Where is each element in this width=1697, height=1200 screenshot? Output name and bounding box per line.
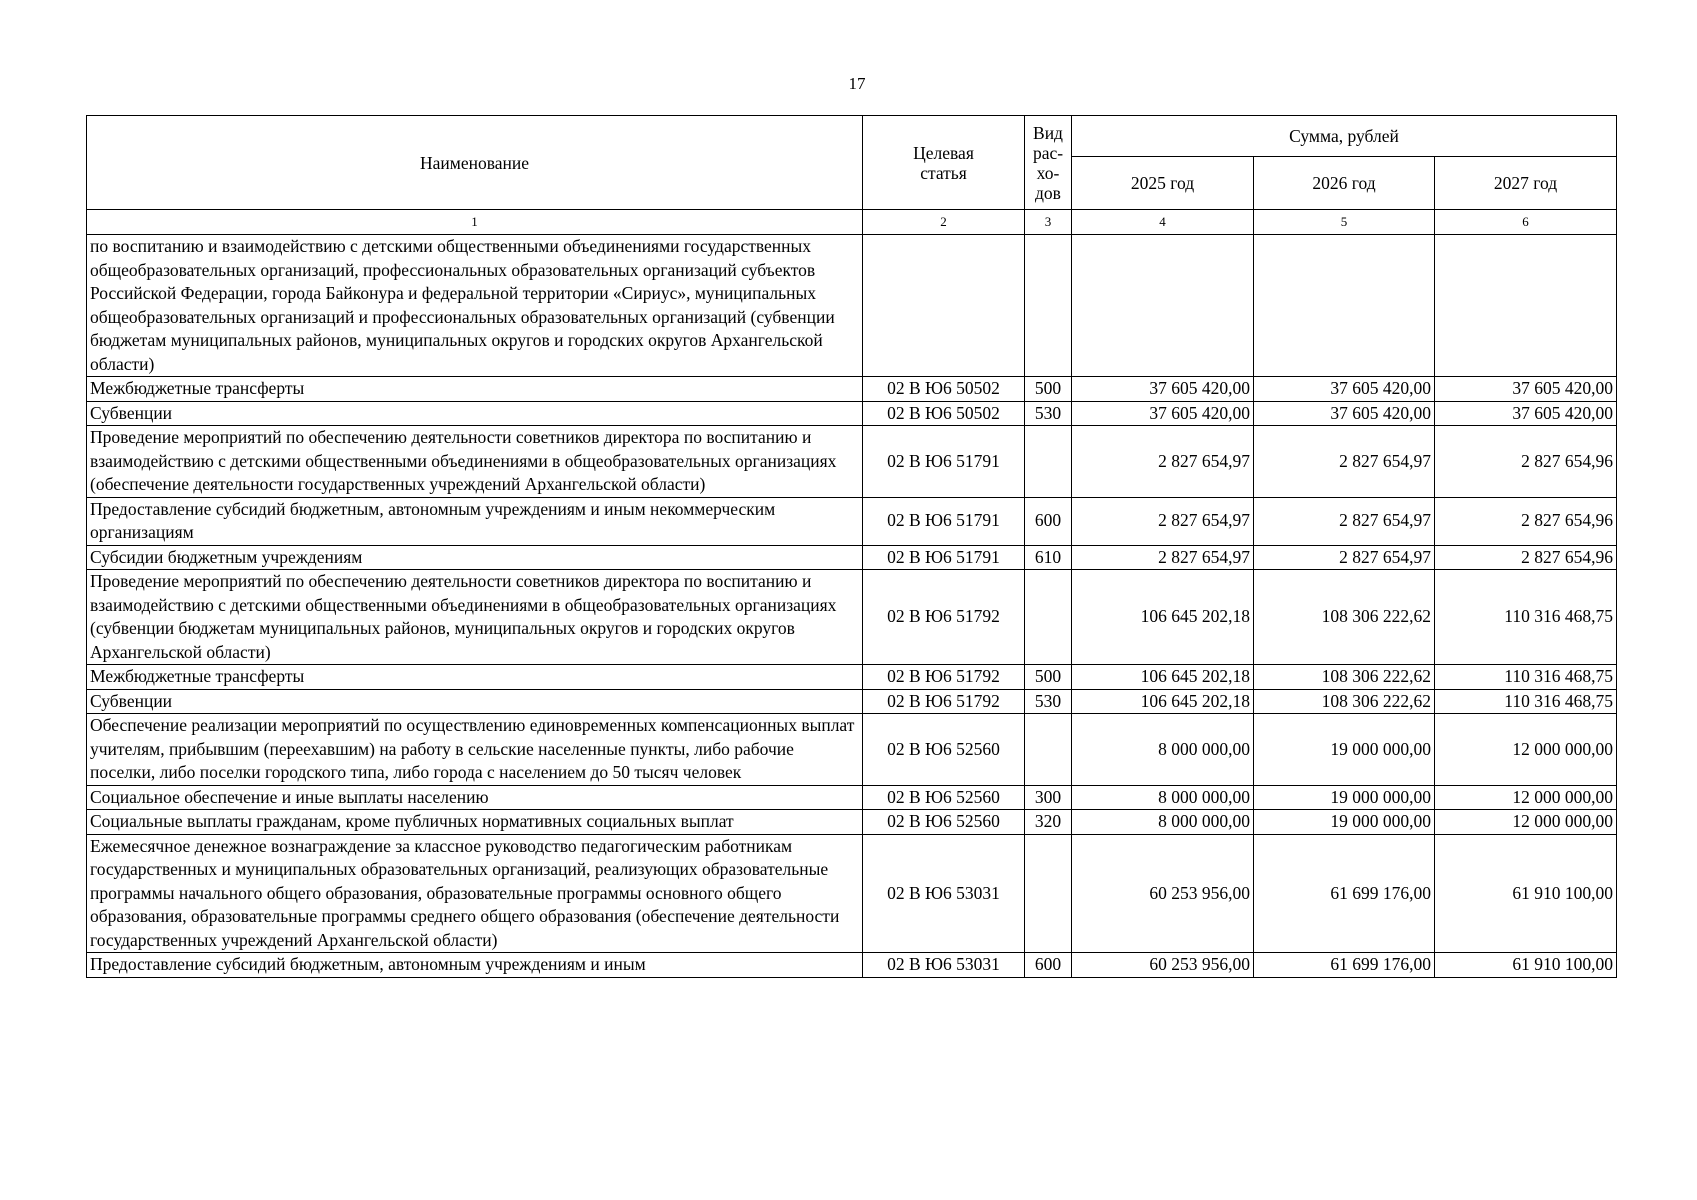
row-sum-2025: 106 645 202,18 (1072, 665, 1254, 690)
row-sum-2026: 108 306 222,62 (1254, 570, 1435, 665)
row-name: Межбюджетные трансферты (87, 665, 863, 690)
row-sum-2026: 2 827 654,97 (1254, 545, 1435, 570)
row-name: Субвенции (87, 689, 863, 714)
header-target-article (863, 116, 1025, 210)
row-target-article: 02 В Ю6 51792 (863, 570, 1025, 665)
header-expense-type-line3: хо- (1036, 162, 1060, 183)
row-expense-type (1025, 714, 1072, 786)
row-sum-2027: 12 000 000,00 (1435, 810, 1617, 835)
row-name: Проведение мероприятий по обеспечению деятельности советников директора по воспитанию и взаимодействию с детскими общественными объединениями в общеобразовательных организациях (субвенции бюджетам муниципальных районов, муниципальных округов и городских округов Архангельской области) (87, 570, 863, 665)
row-expense-type: 500 (1025, 665, 1072, 690)
row-sum-2026: 2 827 654,97 (1254, 426, 1435, 498)
row-expense-type (1025, 570, 1072, 665)
row-target-article: 02 В Ю6 53031 (863, 953, 1025, 978)
row-sum-2025: 106 645 202,18 (1072, 570, 1254, 665)
row-sum-2026: 19 000 000,00 (1254, 714, 1435, 786)
row-sum-2027: 12 000 000,00 (1435, 785, 1617, 810)
row-expense-type: 530 (1025, 401, 1072, 426)
table-row (87, 785, 1617, 810)
row-sum-2026: 2 827 654,97 (1254, 497, 1435, 545)
row-name: Социальное обеспечение и иные выплаты населению (87, 785, 863, 810)
row-name: Социальные выплаты гражданам, кроме публичных нормативных социальных выплат (87, 810, 863, 835)
row-target-article: 02 В Ю6 51791 (863, 497, 1025, 545)
row-sum-2027: 61 910 100,00 (1435, 834, 1617, 953)
row-sum-2025: 60 253 956,00 (1072, 834, 1254, 953)
row-sum-2026 (1254, 235, 1435, 377)
header-year-2027: 2027 год (1435, 157, 1617, 210)
row-sum-2025: 37 605 420,00 (1072, 401, 1254, 426)
column-number: 6 (1435, 210, 1617, 235)
row-sum-2026: 108 306 222,62 (1254, 689, 1435, 714)
table-row (87, 665, 1617, 690)
header-expense-type-line1: Вид (1033, 122, 1063, 143)
row-sum-2025 (1072, 235, 1254, 377)
table-row (87, 401, 1617, 426)
row-sum-2025: 2 827 654,97 (1072, 426, 1254, 498)
row-expense-type: 300 (1025, 785, 1072, 810)
row-sum-2025: 2 827 654,97 (1072, 545, 1254, 570)
table-row (87, 689, 1617, 714)
column-number: 1 (87, 210, 863, 235)
budget-table (86, 115, 1617, 978)
row-sum-2027: 61 910 100,00 (1435, 953, 1617, 978)
row-expense-type: 600 (1025, 497, 1072, 545)
row-sum-2025: 37 605 420,00 (1072, 377, 1254, 402)
header-expense-type-line2: рас- (1032, 142, 1064, 163)
row-target-article: 02 В Ю6 51792 (863, 689, 1025, 714)
row-name: Предоставление субсидий бюджетным, автономным учреждениям и иным некоммерческим организациям (87, 497, 863, 545)
table-row (87, 570, 1617, 665)
row-sum-2027: 110 316 468,75 (1435, 665, 1617, 690)
row-target-article (863, 235, 1025, 377)
row-expense-type (1025, 426, 1072, 498)
row-sum-2025: 8 000 000,00 (1072, 785, 1254, 810)
row-sum-2025: 2 827 654,97 (1072, 497, 1254, 545)
row-name: по воспитанию и взаимодействию с детскими общественными объединениями государственных общеобразовательных организаций, профессиональных образовательных организаций субъектов Российской Федерации, города Байконура и федеральной территории «Сириус», муниципальных общеобразовательных организаций и профессиональных образовательных организаций (субвенции бюджетам муниципальных районов, муниципальных округов и городских округов Архангельской области) (87, 235, 863, 377)
row-target-article: 02 В Ю6 50502 (863, 401, 1025, 426)
table-row (87, 235, 1617, 377)
row-sum-2027: 2 827 654,96 (1435, 497, 1617, 545)
row-target-article: 02 В Ю6 51792 (863, 665, 1025, 690)
row-sum-2026: 61 699 176,00 (1254, 834, 1435, 953)
table-row (87, 834, 1617, 953)
row-sum-2025: 8 000 000,00 (1072, 810, 1254, 835)
row-sum-2027: 2 827 654,96 (1435, 426, 1617, 498)
table-row (87, 545, 1617, 570)
column-number: 5 (1254, 210, 1435, 235)
header-year-2026: 2026 год (1254, 157, 1435, 210)
row-name: Обеспечение реализации мероприятий по осуществлению единовременных компенсационных выплат учителям, прибывшим (переехавшим) на работу в сельские населенные пункты, либо рабочие поселки, либо поселки городского типа, либо города с населением до 50 тысяч человек (87, 714, 863, 786)
table-row (87, 377, 1617, 402)
table-row (87, 426, 1617, 498)
row-sum-2027: 37 605 420,00 (1435, 401, 1617, 426)
row-sum-2026: 19 000 000,00 (1254, 810, 1435, 835)
table-row (87, 953, 1617, 978)
row-name: Проведение мероприятий по обеспечению деятельности советников директора по воспитанию и взаимодействию с детскими общественными объединениями в общеобразовательных организациях (обеспечение деятельности государственных учреждений Архангельской области) (87, 426, 863, 498)
row-target-article: 02 В Ю6 53031 (863, 834, 1025, 953)
row-target-article: 02 В Ю6 52560 (863, 785, 1025, 810)
header-expense-type (1025, 116, 1072, 210)
table-row (87, 810, 1617, 835)
row-sum-2027 (1435, 235, 1617, 377)
column-number: 2 (863, 210, 1025, 235)
column-number: 3 (1025, 210, 1072, 235)
row-sum-2026: 61 699 176,00 (1254, 953, 1435, 978)
page-number: 17 (848, 74, 866, 93)
column-numbers-row (87, 210, 1617, 235)
row-sum-2025: 60 253 956,00 (1072, 953, 1254, 978)
row-sum-2025: 8 000 000,00 (1072, 714, 1254, 786)
header-target-article-line1: Целевая (913, 142, 974, 163)
header-expense-type-line4: дов (1035, 182, 1061, 203)
header-name: Наименование (87, 116, 863, 210)
row-expense-type: 610 (1025, 545, 1072, 570)
column-number: 4 (1072, 210, 1254, 235)
row-expense-type: 530 (1025, 689, 1072, 714)
row-name: Предоставление субсидий бюджетным, автономным учреждениям и иным (87, 953, 863, 978)
header-target-article-line2: статья (920, 162, 967, 183)
row-sum-2027: 12 000 000,00 (1435, 714, 1617, 786)
row-target-article: 02 В Ю6 52560 (863, 714, 1025, 786)
header-sum: Сумма, рублей (1072, 116, 1617, 157)
row-target-article: 02 В Ю6 50502 (863, 377, 1025, 402)
row-target-article: 02 В Ю6 51791 (863, 545, 1025, 570)
row-name: Межбюджетные трансферты (87, 377, 863, 402)
table-row (87, 714, 1617, 786)
table-row (87, 497, 1617, 545)
row-expense-type: 600 (1025, 953, 1072, 978)
row-expense-type (1025, 235, 1072, 377)
row-sum-2027: 110 316 468,75 (1435, 689, 1617, 714)
row-name: Субсидии бюджетным учреждениям (87, 545, 863, 570)
row-expense-type (1025, 834, 1072, 953)
row-target-article: 02 В Ю6 51791 (863, 426, 1025, 498)
row-sum-2026: 37 605 420,00 (1254, 401, 1435, 426)
row-target-article: 02 В Ю6 52560 (863, 810, 1025, 835)
header-year-2025: 2025 год (1072, 157, 1254, 210)
row-expense-type: 500 (1025, 377, 1072, 402)
row-sum-2027: 37 605 420,00 (1435, 377, 1617, 402)
row-sum-2027: 2 827 654,96 (1435, 545, 1617, 570)
row-sum-2026: 37 605 420,00 (1254, 377, 1435, 402)
row-sum-2025: 106 645 202,18 (1072, 689, 1254, 714)
row-name: Ежемесячное денежное вознаграждение за классное руководство педагогическим работникам государственных и муниципальных образовательных организаций, реализующих образовательные программы начального общего образования, образовательные программы основного общего образования, образовательные программы среднего общего образования (обеспечение деятельности государственных учреждений Архангельской области) (87, 834, 863, 953)
row-expense-type: 320 (1025, 810, 1072, 835)
row-name: Субвенции (87, 401, 863, 426)
row-sum-2026: 19 000 000,00 (1254, 785, 1435, 810)
row-sum-2026: 108 306 222,62 (1254, 665, 1435, 690)
row-sum-2027: 110 316 468,75 (1435, 570, 1617, 665)
